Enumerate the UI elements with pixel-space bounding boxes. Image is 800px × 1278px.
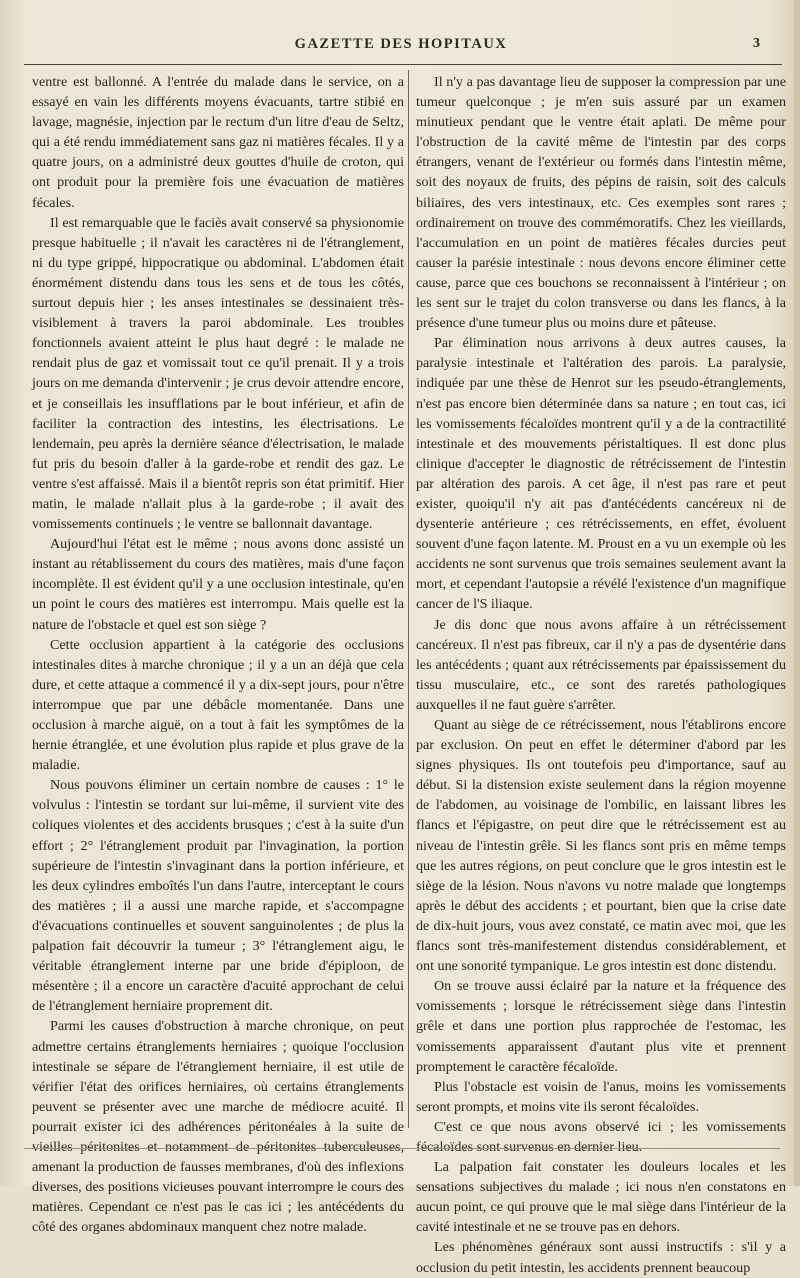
left-column: [32, 72, 404, 1237]
paragraph: Aujourd'hui l'état est le même ; nous avons donc assisté un instant au rétablissement du cours des matières, mais d'une façon incomplète. Il est évident qu'il y a une occlusion intestinale, qu'en un point le cours des matières est interrompu. Mais quelle est la nature de l'obstacle et quel est son siège ?: [32, 536, 404, 633]
header-rule: [24, 64, 782, 65]
paragraph: Plus l'obstacle est voisin de l'anus, moins les vomissements seront prompts, et moins vite ils seront fécaloïdes.: [416, 1078, 786, 1115]
paragraph: ventre est ballonné. A l'entrée du malade dans le service, on a essayé en vain les différents moyens évacuants, tartre stibié en lavage, magnésie, injection par le rectum d'un litre d'eau de Seltz, qui a été rendu immédiatement sans gaz ni matières fécales. Il y a quatre jours, on a administré deux gouttes d'huile de croton, qui ont produit pour la première fois une évacuation de matières fécales.: [32, 74, 404, 211]
paragraph: Il n'y a pas davantage lieu de supposer la compression par une tumeur quelconque ; je m'en suis assuré par un examen minutieux pendant que le ventre était aplati. De même pour l'obstruction de la cavité même de l'intestin par des corps étrangers, venant de l'extérieur ou formés dans l'intestin même, soit des noyaux de fruits, des pépins de raisin, soit des calculs biliaires, des vers intestinaux, etc. Ces exemples sont rares ; ordinairement on trouve des commémoratifs. Chez les vieillards, l'accumulation en un point de matières fécales durcies peut causer la parésie intestinale : nous devons encore éliminer cette cause, parce que ces bouchons se reconnaissent à l'intérieur ; on les sent sur le trajet du colon transverse ou dans les flancs, à la présence d'une tumeur plus ou moins dure et pâteuse.: [416, 74, 786, 332]
paragraph: Les phénomènes généraux sont aussi instructifs : s'il y a occlusion du petit intestin, les accidents prennent beaucoup: [416, 1239, 786, 1276]
paragraph: La palpation fait constater les douleurs locales et les sensations subjectives du malade ; ici nous n'en constatons en aucun point, ce qui prouve que le mal siège dans l'intérieur de la cavité intestinale et ne se trouve pas en dehors.: [416, 1159, 786, 1236]
page-header: [20, 30, 782, 60]
paragraph: Parmi les causes d'obstruction à marche chronique, on peut admettre certains étranglements herniaires ; quoique l'occlusion intestinale se sépare de l'étranglement herniaire, il est utile de vérifier l'état des orifices herniaires, où certains étranglements peuvent se présenter avec une marche de médiocre acuité. Il pourrait exister ici des adhérences péritonéales à la suite de vieilles péritonites et notamment de péritonites tuberculeuses, amenant la production de fausses membranes, d'où des inflexions diverses, des positions vicieuses pouvant interrompre le cours des matières. Cependant ce n'est pas le cas ici ; les antécédents du côté des organes abdominaux manquent chez notre malade.: [32, 1018, 404, 1236]
paragraph: Il est remarquable que le faciès avait conservé sa physionomie presque habituelle ; il n'avait les caractères ni de l'étranglement, ni du type grippé, hippocratique ou abdominal. L'abdomen était énormément distendu dans tous les sens et de tous les côtés, surtout depuis hier ; les anses intestinales se dessinaient très-visiblement à travers la paroi abdominale. Les troubles fonctionnels avaient atteint le plus haut degré : le malade ne rendait plus de gaz et vomissait tout ce qu'il prenait. Il y a trois jours on me demanda d'intervenir ; je crus devoir attendre encore, et je conseillais les insufflations par le bout inférieur, et afin de faciliter la contraction des intestins, les électrisations. Le lendemain, peu après la dernière séance d'électrisation, le malade fut pris du besoin d'aller à la garde-robe et rendit des gaz. Le ventre s'est affaissé. Mais il a bientôt repris son état primitif. Hier matin, le malade n'allait plus à la garde-robe ; il avait des vomissements continuels ; le ventre se ballonnait davantage.: [32, 214, 404, 533]
right-column: [416, 72, 786, 1278]
paragraph: Nous pouvons éliminer un certain nombre de causes : 1° le volvulus : l'intestin se tordant sur lui-même, il survient vite des coliques violentes et des accidents brusques ; c'est à la suite d'un effort ; 2° l'étranglement produit par l'invagination, la portion supérieure de l'intestin s'invaginant dans la portion inférieure, et les deux cylindres emboîtés l'un dans l'autre, interceptant le cours des matières ; il a aussi une marche rapide, et s'accompagne d'évacuations continuelles et souvent sanguinolentes ; de plus la palpation fait découvrir la tumeur ; 3° l'étranglement aigu, le véritable étranglement interne par une bride d'épiploon, de mésentère ; il a encore un caractère d'acuité approchant de celui de l'étranglement herniaire proprement dit.: [32, 777, 404, 1015]
bottom-rule: [24, 1148, 780, 1149]
paragraph: Quant au siège de ce rétrécissement, nous l'établirons encore par exclusion. On peut en effet le déterminer d'abord par les signes physiques. Ils ont toutefois peu d'importance, sauf au début. Si la distension existe seulement dans la région moyenne de l'abdomen, au voisinage de l'ombilic, en laissant libres les flancs et l'épigastre, on peut dire que le rétrécissement est au niveau de l'intestin grêle. Si les flancs sont pris en même temps que les autres régions, on peut conclure que le gros intestin est le siège de la lésion. Nous n'avons vu notre malade que longtemps après le début des accidents ; et pourtant, bien que la crise date de dix-huit jours, vous avez constaté, ce matin avec moi, que les flancs sont très-manifestement distendus considérablement, et ont une sonorité tympanique. Le gros intestin est donc distendu.: [416, 717, 786, 975]
page-number: 3: [753, 36, 760, 51]
paragraph: Par élimination nous arrivons à deux autres causes, la paralysie intestinale et l'altération des parois. La paralysie, indiquée par une thèse de Henrot sur les pseudo-étranglements, n'est pas encore bien déterminée dans sa nature ; en tout cas, ici les vomissements fécaloïdes montrent qu'il y a de la contractilité intestinale et des mouvements péristaltiques. Il est donc plus clinique d'accepter le diagnostic de rétrécissement de l'intestin par altération des parois. A cet âge, il n'est pas rare et peut exister, quoiqu'il n'y ait pas d'antécédents cancéreux ni de dysenterie antérieure ; ces rétrécissements, en effet, évoluent souvent d'une façon latente. M. Proust en a vu un exemple où les accidents ne sont survenus que trois semaines seulement avant la mort, et cependant l'autopsie a révélé l'existence d'un magnifique cancer de l'S iliaque.: [416, 335, 786, 613]
paragraph: C'est ce que nous avons observé ici ; les vomissements fécaloïdes sont survenus en dernier lieu.: [416, 1118, 786, 1155]
paragraph: Cette occlusion appartient à la catégorie des occlusions intestinales dites à marche chronique ; il y a un an déjà que cela dure, et cette attaque a commencé il y a dix-sept jours, pour n'être interrompue que par une débâcle momentanée. Dans une occlusion à marche aiguë, on a tout à fait les symptômes de la hernie étranglée, et une évolution plus rapide et plus grave de la maladie.: [32, 636, 404, 774]
paragraph: Je dis donc que nous avons affaire à un rétrécissement cancéreux. Il n'est pas fibreux, car il n'y a pas de dysentérie dans les antécédents ; quant aux rétrécissements par épaississement du tissu musculaire, etc., ce sont des raretés pathologiques auxquelles il ne faut guère s'arrêter.: [416, 616, 786, 713]
page-edge: [794, 0, 800, 1186]
newspaper-title: GAZETTE DES HOPITAUX: [294, 36, 508, 52]
column-divider: [408, 70, 409, 1128]
paragraph: On se trouve aussi éclairé par la nature et la fréquence des vomissements ; lorsque le rétrécissement siège dans l'intestin grêle et dans une portion plus rapprochée de l'estomac, les vomissements apparaissent d'autant plus vite et prennent promptement le caractère fécaloïde.: [416, 978, 786, 1075]
